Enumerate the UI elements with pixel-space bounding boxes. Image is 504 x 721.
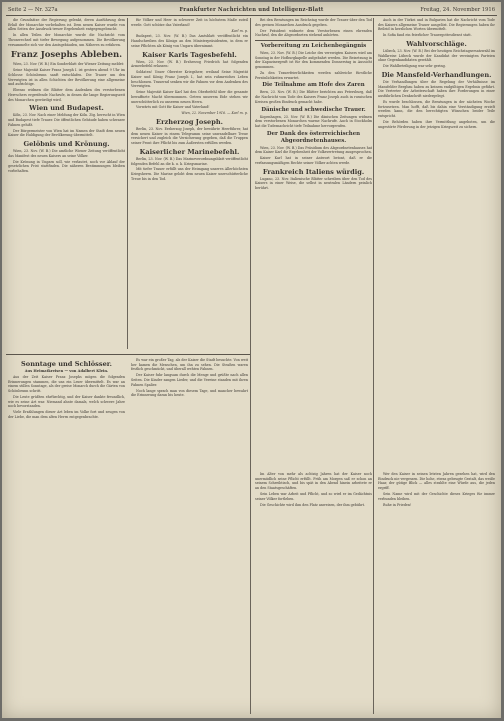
article-paragraph: Kopenhagen, 23. Nov. (W. B.) Die dänischen Zeitungen widmen dem verstorbenen Monarchen warme Nachrufe. Auch in Stockholm hat die Todesnachricht tiefe Teilnahme hervorgerufen. — [255, 114, 372, 128]
feuilleton-column-4 — [378, 472, 495, 508]
headline: Gelöbnis und Krönung. — [23, 140, 110, 149]
headline: Erzherzog Joseph. — [156, 118, 223, 127]
headline: Dänische und schwedische Trauer. — [261, 106, 366, 113]
article-paragraph: Wien, 23. Nov. (W. B.) Erzherzog Friedrich hat folgenden Armeebefehl erlassen: — [131, 59, 248, 69]
feuilleton-column-2 — [131, 358, 248, 399]
article-paragraph: Die Geschichte wird ihm den Platz anweisen, der ihm gebührt. — [260, 502, 366, 507]
article-paragraph: Die Behörden haben ihre Vermittlung angeboten, um die ungestörte Förderung in der jetzigen Kriegszeit zu sichern. — [378, 120, 495, 129]
article-paragraph: Noch lange sprach man von diesem Tage, und mancher bewahrt die Erinnerung daran bis heute. — [131, 388, 248, 398]
article-paragraph: Seine Majestät Kaiser Karl hat den Oberbefehl über die gesamte bewaffnete Macht übernommen. Getreu unserem Eide stehen wir unerschütterlich zu unserem neuen Herrn. — [131, 90, 248, 104]
masthead — [6, 5, 497, 16]
article-paragraph: Auch in der Türkei und in Bulgarien hat die Nachricht vom Tode des Kaisers allgemeine Trauer ausgelöst. Die Regierungen haben ihr Beileid in herzlichen Worten übermittelt. — [378, 18, 495, 32]
article-paragraph: Aus der Zeit Kaiser Franz Josephs mögen die folgenden Erinnerungen stammen, die uns ein Leser übermittelt. Es war an einem stillen Sonntage, als der greise Monarch durch die Gärten von Schönbrunn schritt. — [8, 374, 125, 393]
article-paragraph: Wer den Kaiser in seinen letzten Jahren gesehen hat, wird den Eindruck nie vergessen. Die hohe, etwas gebeugte Gestalt, das weiße Haar, der gütige Blick — alles strahlte eine Würde aus, die jeden ergriff. — [378, 472, 495, 491]
headline: Der Dank des österreichischen Abgeordnetenhauses. — [266, 130, 361, 144]
article-paragraph: Im Alter von mehr als achtzig Jahren hat der Kaiser noch unermüdlich seine Pflicht erfüllt. Früh am Morgen saß er schon an seinem Schreibtisch, und bis spät in den Abend hinein arbeitete er an den Staatsgeschäften. — [255, 472, 372, 491]
article-paragraph: die Grundsätze der Regierung gelenkt, deren Ausführung dem Erlaß der Monarchie vorbehalten ist. Dem neuen Kaiser wurde von allen Seiten der Ausdruck treuer Ergebenheit entgegengebracht. — [8, 18, 125, 32]
feuilleton-column-3 — [255, 472, 372, 508]
headline: Die Teilnahme am Hofe des Zaren — [262, 82, 365, 89]
article-paragraph: Budapest, 23. Nov. (W. B.) Das Amtsblatt veröffentlicht ein Handschreiben des Königs an den Ministerpräsidenten, in dem er seine Pflichten als König von Ungarn übernimmt. — [131, 34, 248, 48]
column-3 — [255, 18, 372, 192]
article-paragraph: Viele Erzählungen dieser Art leben im Volke fort und zeugen von der Liebe, die man dem alten Herrn entgegenbrachte. — [8, 410, 125, 419]
article-paragraph: Kaiser Karl hat in seiner Antwort betont, daß er die verfassungsmäßigen Rechte seiner Völker achten werde. — [255, 156, 372, 165]
column-1 — [8, 18, 125, 175]
article-paragraph: Die Verhandlungen über die Regelung der Verhältnisse im Mansfelder Bergbau haben zu keinem endgültigen Ergebnis geführt. Die Vertreter der Arbeiterschaft haben ihre Forderungen in einer ausführlichen Denkschrift niedergelegt. — [378, 80, 495, 99]
column-divider — [373, 18, 374, 714]
article-paragraph: Lübeck, 23. Nov. (W. B.) Bei der heutigen Reichstagsersatzwahl im Wahlkreise Lübeck wurde der Kandidat der vereinigten Parteien ohne Gegenkandidaten gewählt. — [378, 49, 495, 63]
article-paragraph: Soldaten! Unser Oberster Kriegsherr, weiland Seine Majestät Kaiser und König Franz Joseph I., hat sein ruhmreiches Leben beschlossen. Trauernd senken wir die Fahnen vor dem Andenken des Verewigten. — [131, 70, 248, 89]
article-paragraph: Bei den Beratungen im Reichstag wurde der Trauer über den Tod des greisen Monarchen Ausdruck gegeben. — [255, 18, 372, 27]
issue-date: Freitag, 24. November 1916 — [420, 7, 495, 13]
article-paragraph: Lugano, 23. Nov. Italienische Blätter schreiben über den Tod des Kaisers in einer Weise, die selbst in neutralen Ländern peinlich berührt. — [255, 176, 372, 191]
article-paragraph: Wien, 23. Nov. (W. B.) Ein Sonderblatt der Wiener Zeitung meldet: — [13, 62, 125, 67]
subheadline: Aus Heimatkreisen — von Adalbert Klein. — [24, 369, 109, 373]
article-paragraph: Berlin, 23. Nov. (W. B.) Das Marineverordnungsblatt veröffentlicht folgenden Befehl an die k. u. k. Kriegsmarine. — [131, 156, 248, 166]
article-paragraph: Zu den Trauerfeierlichkeiten werden zahlreiche fürstliche Persönlichkeiten erwartet. — [255, 71, 372, 80]
article-divider — [255, 40, 372, 41]
article-paragraph: Wien, 23. Nov. (W. B.) Die amtliche Wiener Zeitung veröffentlicht das Manifest des neuen Kaisers an seine Völker. — [8, 149, 125, 158]
headline: Frankreich Italiens würdig. — [262, 167, 365, 176]
article-paragraph: Die Krönung in Ungarn soll, wie verlautet, noch vor Ablauf der gesetzlichen Frist stattfinden. Die näheren Bestimmungen bleiben vorbehalten. — [8, 159, 125, 174]
article-paragraph: Der Bürgermeister von Wien hat im Namen der Stadt dem neuen Kaiser die Huldigung der Bevölkerung übermittelt. — [8, 128, 125, 138]
headline: Sonntage und Schlösser. — [21, 360, 112, 368]
article-paragraph: Berlin, 23. Nov. Erzherzog Joseph, der bewährte Heerführer, hat dem neuen Kaiser in einem Telegramm seine unwandelbare Treue versichert und zugleich die Versicherung gegeben, daß die Truppen seiner Front ihre Pflicht bis zum Äußersten erfüllen werden. — [131, 127, 248, 146]
article-paragraph: Mit tiefer Trauer erfüllt uns der Heimgang unseres Allerhöchsten Kriegsherrn. Die Marine gelobt dem neuen Kaiser unerschütterliche Treue bis in den Tod. — [131, 167, 248, 181]
article-paragraph: In Sofia fand ein feierlicher Trauergottesdienst statt. — [383, 33, 472, 38]
article-paragraph: Es wurde beschlossen, die Beratungen in der nächsten Woche fortzusetzen. Man hofft, daß bis dahin eine Verständigung erzielt werden kann, die den berechtigten Wünschen beider Teile entspricht. — [378, 100, 495, 119]
article-paragraph: Wien, 23. Nov. (W. B.) Die Leiche des verewigten Kaisers wird am Sonntag in der Hofburgkapelle aufgebahrt werden. Die Beisetzung in der Kapuzinergruft ist für den kommenden Donnerstag in Aussicht genommen. — [255, 51, 372, 70]
headline: Die Mansfeld-Verhandlungen. — [381, 71, 492, 79]
article-paragraph: Der Kaiser fuhr langsam durch die Menge und grüßte nach allen Seiten. Die Kinder sangen Lieder, und die Vereine standen mit ihren Fahnen Spalier. — [131, 373, 248, 387]
headline: Kaiser Karls Tagesbefehl. — [142, 50, 237, 59]
newspaper-page — [2, 2, 501, 718]
headline: Franz Josephs Ableben. — [10, 50, 123, 61]
headline: Wahlvorschläge. — [406, 40, 467, 48]
article-paragraph: Der Präsident widmete dem Verstorbenen einen ehrenden Nachruf, den die Abgeordneten stehend anhörten. — [255, 28, 372, 38]
article-paragraph: Die Wahlbeteiligung war sehr gering. — [383, 64, 446, 69]
headline: Kaiserlicher Marinebefehl. — [139, 147, 240, 156]
article-paragraph: Die Leute grüßten ehrfürchtig, und der Kaiser dankte freundlich, wie es seine Art war. Niemand ahnte damals, welch schwere Jahre noch bevorstanden. — [8, 394, 125, 409]
headline: Vorbereitung zu Leichenbegängnis — [260, 43, 367, 49]
article-paragraph: Wien, 23. Nov. (W. B.) Das Präsidium des Abgeordnetenhauses hat dem Kaiser Karl die Ergebenheit der Volksvertretung ausgesprochen. — [255, 145, 372, 155]
article-paragraph: Es war ein großer Tag, als der Kaiser die Stadt besuchte. Von weit her kamen die Menschen, um ihn zu sehen. Die Straßen waren festlich geschmückt, und überall wehten Fahnen. — [131, 358, 248, 372]
column-2 — [131, 18, 248, 183]
feuilleton-column-1 — [8, 358, 125, 421]
article-paragraph: Ruhe in Frieden! — [383, 502, 412, 507]
article-paragraph: Seine Majestät Kaiser Franz Joseph I. ist gestern abend 9 Uhr im Schlosse Schönbrunn sanft entschlafen. Die Trauer um den Verewigten ist in allen Schichten der Bevölkerung eine allgemeine und aufrichtige. — [8, 68, 125, 87]
column-divider — [250, 18, 251, 714]
headline: Wien und Budapest. — [29, 104, 104, 113]
article-paragraph: Sein Leben war Arbeit und Pflicht, und so wird er im Gedächtnis seiner Völker fortleben. — [255, 492, 372, 501]
section-divider — [6, 354, 250, 355]
article-paragraph: In allen Teilen der Monarchie wurde die Nachricht vom Thronwechsel mit tiefer Bewegung aufgenommen. Die Bevölkerung versammelte sich vor den Amtsgebäuden, um Näheres zu erfahren. — [8, 33, 125, 47]
column-4 — [378, 18, 495, 131]
signature: Wien, 22. November 1916. — Karl m. p. — [181, 111, 248, 116]
article-paragraph: Bern, 23. Nov. (W. B.) Die Blätter berichten aus Petersburg, daß die Nachricht vom Tode des Kaisers Franz Joseph auch in russischen Kreisen großen Eindruck gemacht habe. — [255, 90, 372, 104]
column-divider — [127, 18, 128, 349]
page-number: Seite 2 — Nr. 327a — [8, 7, 58, 13]
article-paragraph: Köln, 23. Nov. Nach einer Meldung der Köln. Ztg. herrscht in Wien und Budapest tiefe Trauer. Die öffentlichen Gebäude haben schwarze Fahnen gehißt. — [8, 113, 125, 127]
signature: Karl m. p. — [231, 28, 248, 33]
article-paragraph: Ebenso widmen die Blätter dem Andenken des verstorbenen Herrschers ergreifende Nachrufe, in denen die lange Regierungszeit des Monarchen gewürdigt wird. — [8, 88, 125, 102]
article-paragraph: Sein Name wird mit der Geschichte dieses Krieges für immer verbunden bleiben. — [378, 492, 495, 501]
article-paragraph: Vorwärts mit Gott für Kaiser und Vaterland! — [136, 105, 210, 110]
newspaper-title: Frankfurter Nachrichten und Intelligenz-Blatt — [179, 7, 324, 13]
article-paragraph: für Völker und Heer in schwerer Zeit in höchstem Maße zuteil werde. Gott schütze das Vaterland! — [131, 18, 248, 27]
